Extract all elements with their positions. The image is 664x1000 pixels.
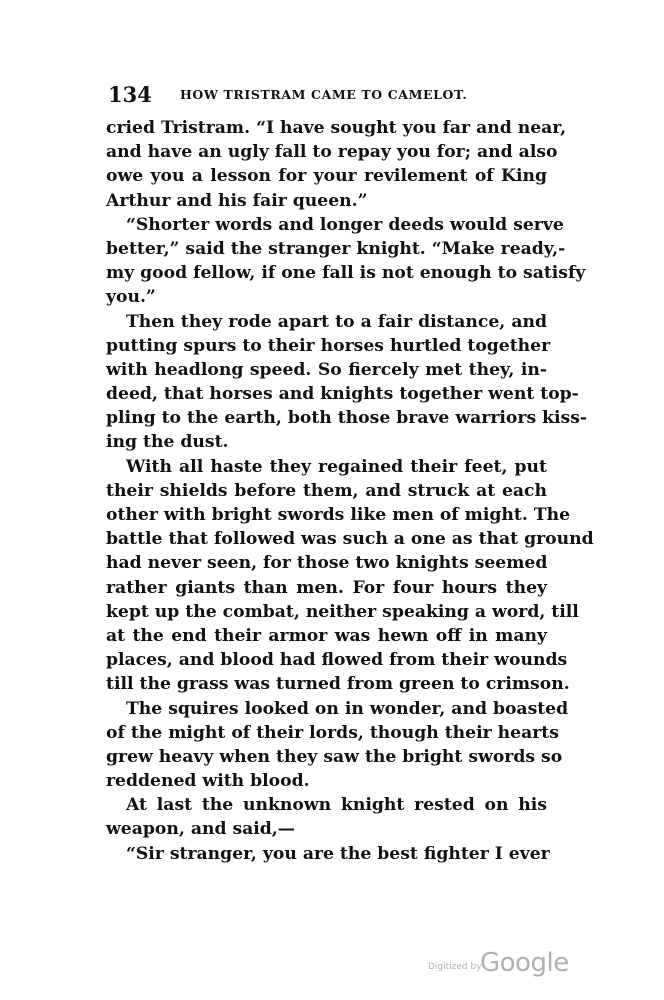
text-line: with headlong speed. So fiercely met they, in- bbox=[106, 359, 547, 380]
text-line: The squires looked on in wonder, and boasted bbox=[126, 698, 569, 719]
text-line: weapon, and said,— bbox=[106, 819, 295, 840]
text-line: till the grass was turned from green to crimson. bbox=[106, 674, 570, 695]
text-line: “Shorter words and longer deeds would serve bbox=[126, 214, 564, 235]
text-line: had never seen, for those two knights seemed bbox=[106, 553, 548, 574]
text-line: reddened with blood. bbox=[106, 771, 310, 792]
text-line: pling to the earth, both those brave warriors kiss- bbox=[106, 408, 588, 429]
text-line: putting spurs to their horses hurtled together bbox=[106, 335, 551, 356]
text-line: their shields before them, and struck at each bbox=[106, 480, 547, 501]
text-line: Then they rode apart to a fair distance, and bbox=[126, 311, 547, 332]
text-line: owe you a lesson for your revilement of King bbox=[106, 166, 547, 187]
text-line: and have an ugly fall to repay you for; and also bbox=[106, 142, 558, 163]
body-text bbox=[106, 116, 594, 866]
text-line: At last the unknown knight rested on his bbox=[126, 795, 547, 816]
page-header bbox=[108, 82, 546, 108]
google-logo: Google bbox=[480, 948, 569, 978]
text-line: my good fellow, if one fall is not enough to satisfy bbox=[106, 263, 586, 284]
text-line: “Sir stranger, you are the best fighter I ever bbox=[126, 843, 550, 864]
text-line: deed, that horses and knights together went top- bbox=[106, 384, 579, 405]
text-line: rather giants than men. For four hours they bbox=[106, 577, 547, 598]
running-title: HOW TRISTRAM CAME TO CAMELOT. bbox=[180, 87, 468, 102]
text-line: grew heavy when they saw the bright swords so bbox=[106, 746, 563, 767]
text-line: you.” bbox=[106, 287, 156, 308]
text-line: better,” said the stranger knight. “Make ready,- bbox=[106, 238, 566, 259]
watermark-prefix: Digitized by bbox=[428, 962, 482, 972]
text-line: With all haste they regained their feet, put bbox=[126, 456, 547, 477]
text-line: of the might of their lords, though their hearts bbox=[106, 722, 559, 743]
text-line: kept up the combat, neither speaking a word, till bbox=[106, 601, 579, 622]
page-number: 134 bbox=[108, 82, 152, 107]
text-line: ing the dust. bbox=[106, 432, 229, 453]
text-line: battle that followed was such a one as that ground bbox=[106, 529, 594, 550]
text-line: at the end their armor was hewn off in many bbox=[106, 625, 547, 646]
text-line: cried Tristram. “I have sought you far and near, bbox=[106, 118, 567, 138]
text-line: places, and blood had flowed from their wounds bbox=[106, 650, 568, 671]
text-line: Arthur and his fair queen.” bbox=[106, 190, 368, 211]
text-line: other with bright swords like men of might. The bbox=[106, 505, 571, 525]
digitized-by-google-watermark bbox=[428, 948, 568, 980]
